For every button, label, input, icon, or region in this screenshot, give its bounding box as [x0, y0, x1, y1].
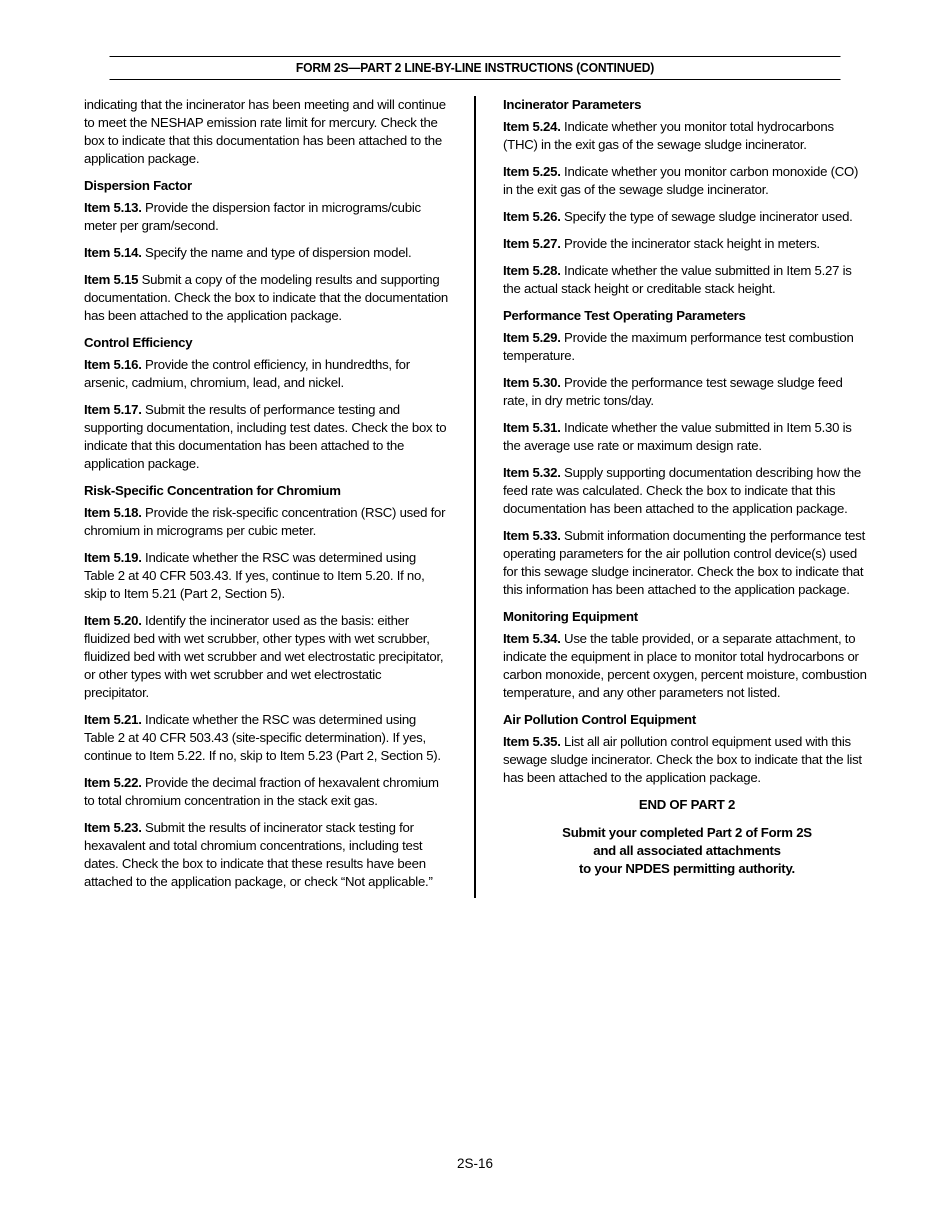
item-5-32 — [503, 464, 871, 518]
item-number: Item 5.34. — [503, 631, 561, 646]
item-5-27 — [503, 235, 871, 253]
end-of-part-title: END OF PART 2 — [638, 797, 736, 812]
item-number: Item 5.15 — [84, 272, 139, 287]
section-heading-performance-test: Performance Test Operating Parameters — [503, 308, 746, 323]
item-5-20 — [84, 612, 448, 702]
item-5-34 — [503, 630, 871, 702]
item-number: Item 5.21. — [84, 712, 142, 727]
item-number: Item 5.27. — [503, 236, 561, 251]
item-text: Indicate whether you monitor total hydrocarbons (THC) in the exit gas of the sewage sludge incinerator. — [503, 119, 834, 152]
item-text: Provide the risk-specific concentration (RSC) used for chromium in micrograms per cubic meter. — [84, 505, 446, 538]
page-number: 2S-16 — [456, 1156, 494, 1171]
item-text: Indicate whether you monitor carbon monoxide (CO) in the exit gas of the sewage sludge incinerator. — [503, 164, 859, 197]
item-text: Submit the results of incinerator stack testing for hexavalent and total chromium concentrations, including test dates. Check the box to indicate that these results have been attached to the application package, or check “Not applicable.” — [84, 820, 433, 889]
item-text: Indicate whether the RSC was determined using Table 2 at 40 CFR 503.43 (site-specific determination). If yes, continue to Item 5.22. If no, skip to Item 5.23 (Part 2, Section 5). — [84, 712, 441, 763]
item-text: Submit information documenting the performance test operating parameters for the air pollution control device(s) used for this sewage sludge incinerator. Check the box to indicate that this information has been attached to the application package. — [503, 528, 866, 597]
item-text: Supply supporting documentation describing how the feed rate was calculated. Check the box to indicate that this documentation has been attached to the application package. — [503, 465, 861, 516]
item-text: Provide the control efficiency, in hundredths, for arsenic, cadmium, chromium, lead, and nickel. — [84, 357, 410, 390]
item-5-15 — [84, 271, 448, 325]
item-text: Specify the type of sewage sludge incinerator used. — [564, 209, 853, 224]
item-text: Provide the performance test sewage sludge feed rate, in dry metric tons/day. — [503, 375, 843, 408]
section-heading-risk-specific-concentration: Risk-Specific Concentration for Chromium — [84, 483, 341, 498]
item-number: Item 5.22. — [84, 775, 142, 790]
submit-instruction-line: to your NPDES permitting authority. — [579, 861, 795, 876]
item-number: Item 5.30. — [503, 375, 561, 390]
item-5-17 — [84, 401, 448, 473]
page-header: FORM 2S—PART 2 LINE-BY-LINE INSTRUCTIONS (CONTINUED) — [110, 56, 841, 80]
item-5-31 — [503, 419, 871, 455]
item-5-30 — [503, 374, 871, 410]
section-heading-incinerator-parameters: Incinerator Parameters — [503, 97, 642, 112]
item-number: Item 5.25. — [503, 164, 561, 179]
item-5-19 — [84, 549, 448, 603]
item-text: Provide the maximum performance test combustion temperature. — [503, 330, 854, 363]
section-heading-air-pollution-control: Air Pollution Control Equipment — [503, 712, 696, 727]
item-5-35 — [503, 733, 871, 787]
item-5-28 — [503, 262, 871, 298]
item-5-25 — [503, 163, 871, 199]
item-text: Specify the name and type of dispersion model. — [145, 245, 412, 260]
right-column — [503, 96, 871, 878]
item-number: Item 5.28. — [503, 263, 561, 278]
item-text: Provide the incinerator stack height in meters. — [564, 236, 820, 251]
item-number: Item 5.18. — [84, 505, 142, 520]
item-5-22 — [84, 774, 448, 810]
item-number: Item 5.35. — [503, 734, 561, 749]
item-5-14 — [84, 244, 448, 262]
item-text: Provide the dispersion factor in micrograms/cubic meter per gram/second. — [84, 200, 421, 233]
item-5-13 — [84, 199, 448, 235]
section-heading-dispersion-factor: Dispersion Factor — [84, 178, 192, 193]
item-number: Item 5.33. — [503, 528, 561, 543]
end-of-part-block — [503, 796, 871, 878]
item-5-33 — [503, 527, 871, 599]
section-heading-monitoring-equipment: Monitoring Equipment — [503, 609, 638, 624]
item-text: Indicate whether the value submitted in Item 5.30 is the average use rate or maximum design rate. — [503, 420, 852, 453]
item-5-29 — [503, 329, 871, 365]
section-heading-control-efficiency: Control Efficiency — [84, 335, 193, 350]
left-column — [84, 96, 448, 900]
item-5-26 — [503, 208, 871, 226]
column-divider — [474, 96, 476, 898]
item-5-16 — [84, 356, 448, 392]
item-number: Item 5.13. — [84, 200, 142, 215]
intro-paragraph: indicating that the incinerator has been meeting and will continue to meet the NESHAP emission rate limit for mercury. Check the box to indicate that this documentation has been attached to the application package. — [84, 97, 446, 166]
item-number: Item 5.20. — [84, 613, 142, 628]
item-text: Use the table provided, or a separate attachment, to indicate the equipment in place to monitor total hydrocarbons or carbon monoxide, percent oxygen, percent moisture, combustion temperature, and any other parameters not listed. — [503, 631, 867, 700]
item-text: Provide the decimal fraction of hexavalent chromium to total chromium concentration in the stack exit gas. — [84, 775, 439, 808]
item-text: Identify the incinerator used as the basis: either fluidized bed with wet scrubber, other types with wet scrubber, fluidized bed with wet scrubber and wet electrostatic precipitator, or other types with wet scrubber and wet electrostatic precipitator. — [84, 613, 444, 700]
item-number: Item 5.14. — [84, 245, 142, 260]
item-5-18 — [84, 504, 448, 540]
item-number: Item 5.26. — [503, 209, 561, 224]
item-number: Item 5.19. — [84, 550, 142, 565]
item-text: Indicate whether the RSC was determined using Table 2 at 40 CFR 503.43. If yes, continue to Item 5.20. If no, skip to Item 5.21 (Part 2, Section 5). — [84, 550, 425, 601]
submit-instruction-line: and all associated attachments — [593, 843, 781, 858]
item-text: List all air pollution control equipment used with this sewage sludge incinerator. Check the box to indicate that the list has been attached to the application package. — [503, 734, 862, 785]
item-number: Item 5.17. — [84, 402, 142, 417]
item-text: Submit a copy of the modeling results and supporting documentation. Check the box to indicate that the documentation has been attached to the application package. — [84, 272, 449, 323]
item-5-23 — [84, 819, 448, 891]
item-5-21 — [84, 711, 448, 765]
item-number: Item 5.29. — [503, 330, 561, 345]
item-number: Item 5.24. — [503, 119, 561, 134]
item-number: Item 5.23. — [84, 820, 142, 835]
submit-instruction-line: Submit your completed Part 2 of Form 2S — [562, 825, 812, 840]
item-number: Item 5.16. — [84, 357, 142, 372]
item-number: Item 5.32. — [503, 465, 561, 480]
item-text: Submit the results of performance testing and supporting documentation, including test dates. Check the box to indicate that this documentation has been attached to the application package. — [84, 402, 447, 471]
item-number: Item 5.31. — [503, 420, 561, 435]
item-5-24 — [503, 118, 871, 154]
item-text: Indicate whether the value submitted in Item 5.27 is the actual stack height or creditable stack height. — [503, 263, 852, 296]
